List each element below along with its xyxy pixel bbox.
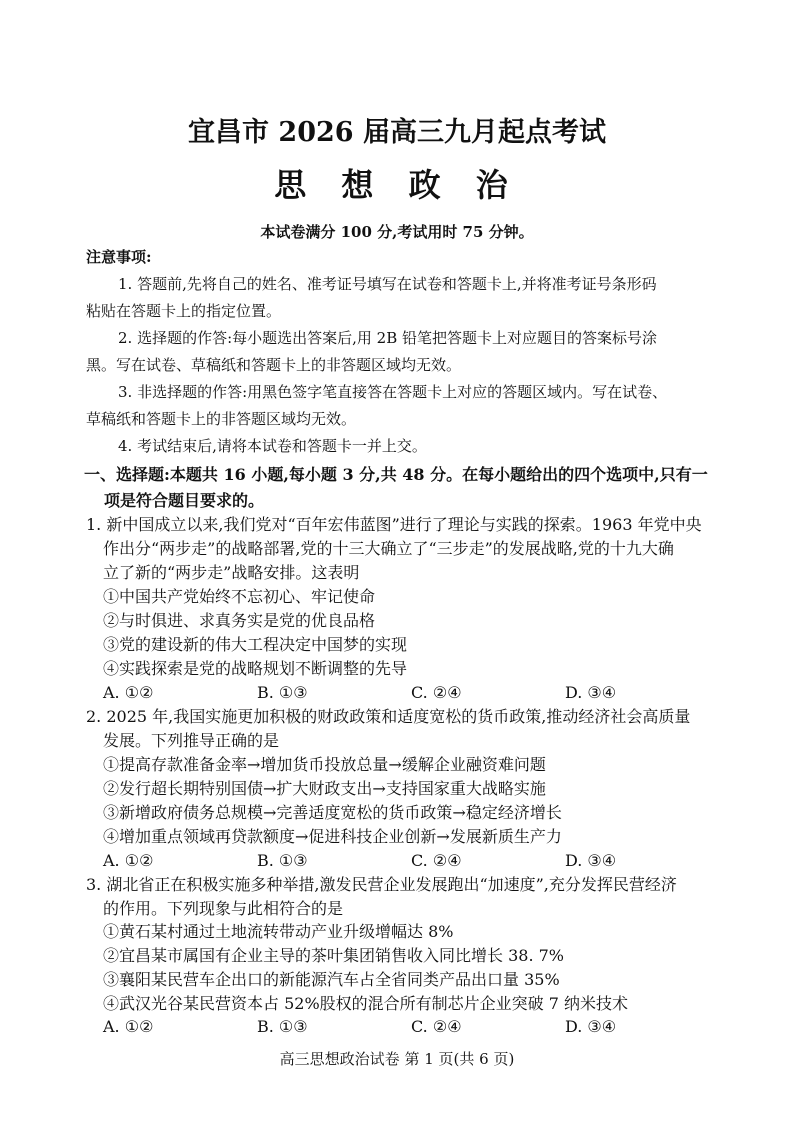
question-stem: 立了新的“两步走”战略安排。这表明 <box>103 563 360 582</box>
option-a: A. ①② <box>103 1017 154 1036</box>
option-b: B. ①③ <box>257 683 308 702</box>
question-item: ②与时俱进、求真务实是党的优良品格 <box>103 611 376 630</box>
option-b: B. ①③ <box>257 851 308 870</box>
notice-line: 草稿纸和答题卡上的非答题区域均无效。 <box>86 410 357 428</box>
question-item: ④实践探索是党的战略规划不断调整的先导 <box>103 659 408 678</box>
notice-line: 3. 非选择题的作答:用黑色签字笔直接答在答题卡上对应的答题区域内。写在试卷、 <box>118 383 668 401</box>
section-heading: 一、选择题:本题共 16 小题,每小题 3 分,共 48 分。在每小题给出的四个选项中,只有一 <box>84 465 708 484</box>
option-a: A. ①② <box>103 851 154 870</box>
notice-line: 2. 选择题的作答:每小题选出答案后,用 2B 铅笔把答题卡上对应题目的答案标号涂 <box>118 329 658 347</box>
question-item: ④增加重点领域再贷款额度→促进科技企业创新→发展新质生产力 <box>103 827 562 846</box>
notice-line: 粘贴在答题卡上的指定位置。 <box>86 302 282 320</box>
option-b: B. ①③ <box>257 1017 308 1036</box>
question-stem: 2. 2025 年,我国实施更加积极的财政政策和适度宽松的货币政策,推动经济社会高质量 <box>86 707 691 726</box>
notice-heading: 注意事项: <box>86 248 152 266</box>
option-d: D. ③④ <box>565 851 617 870</box>
question-item: ①中国共产党始终不忘初心、牢记使命 <box>103 587 376 606</box>
question-stem: 作出分“两步走”的战略部署,党的十三大确立了“三步走”的发展战略,党的十九大确 <box>103 539 674 558</box>
option-a: A. ①② <box>103 683 154 702</box>
option-c: C. ②④ <box>411 683 462 702</box>
question-stem: 发展。下列推导正确的是 <box>103 731 280 750</box>
section-heading: 项是符合题目要求的。 <box>104 491 265 510</box>
question-item: ②宜昌某市属国有企业主导的茶叶集团销售收入同比增长 38. 7% <box>103 946 565 965</box>
notice-line: 黑。写在试卷、草稿纸和答题卡上的非答题区域均无效。 <box>86 356 462 374</box>
question-item: ①黄石某村通过土地流转带动产业升级增幅达 8% <box>103 922 454 941</box>
question-item: ③襄阳某民营车企出口的新能源汽车占全省同类产品出口量 35% <box>103 970 560 989</box>
question-item: ③新增政府债务总规模→完善适度宽松的货币政策→稳定经济增长 <box>103 803 562 822</box>
notice-line: 1. 答题前,先将自己的姓名、准考证号填写在试卷和答题卡上,并将准考证号条形码 <box>118 275 657 293</box>
notice-line: 4. 考试结束后,请将本试卷和答题卡一并上交。 <box>118 437 427 455</box>
answer-options <box>0 850 794 872</box>
question-item: ④武汉光谷某民营资本占 52%股权的混合所有制芯片企业突破 7 纳米技术 <box>103 994 629 1013</box>
answer-options <box>0 1016 794 1038</box>
option-d: D. ③④ <box>565 1017 617 1036</box>
question-stem: 3. 湖北省正在积极实施多种举措,激发民营企业发展跑出“加速度”,充分发挥民营经济 <box>86 875 677 894</box>
question-stem: 1. 新中国成立以来,我们党对“百年宏伟蓝图”进行了理论与实践的探索。1963 年党中央 <box>86 515 702 534</box>
question-item: ①提高存款准备金率→增加货币投放总量→缓解企业融资难问题 <box>103 755 546 774</box>
question-item: ②发行超长期特别国债→扩大财政支出→支持国家重大战略实施 <box>103 779 546 798</box>
page-footer: 高三思想政治试卷 第 1 页(共 6 页) <box>279 1050 515 1068</box>
option-c: C. ②④ <box>411 1017 462 1036</box>
question-item: ③党的建设新的伟大工程决定中国梦的实现 <box>103 635 408 654</box>
score-line: 本试卷满分 100 分,考试用时 75 分钟。 <box>260 223 534 241</box>
answer-options <box>0 682 794 704</box>
exam-title: 宜昌市 2026 届高三九月起点考试 <box>188 117 606 148</box>
option-d: D. ③④ <box>565 683 617 702</box>
subject-title: 思 想 政 治 <box>274 166 520 204</box>
option-c: C. ②④ <box>411 851 462 870</box>
question-stem: 的作用。下列现象与此相符合的是 <box>103 899 344 918</box>
